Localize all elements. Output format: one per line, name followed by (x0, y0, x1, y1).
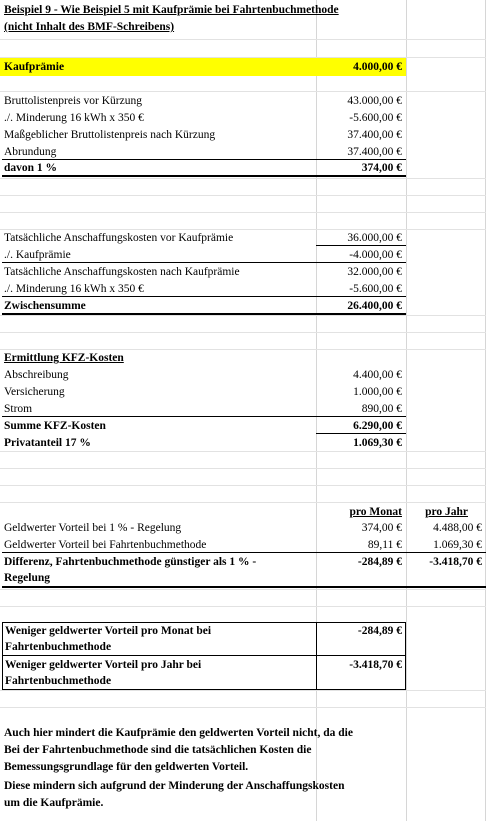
grid-line (0, 229, 486, 230)
page-title: Beispiel 9 - Wie Beispiel 5 mit Kaufprämie bei Fahrtenbuchmethode (4, 4, 339, 16)
diff-year: -3.418,70 € (429, 556, 482, 568)
block1-total-value: 374,00 € (361, 162, 402, 174)
diff-label-line2: Regelung (4, 572, 50, 584)
double-rule (2, 313, 406, 315)
column-divider (406, 0, 407, 821)
grid-line (0, 332, 486, 333)
comparison-row-year: 1.069,30 € (433, 539, 482, 551)
block2-value: -4.000,00 € (349, 249, 402, 261)
kaufpraemie-label: Kaufprämie (4, 61, 65, 73)
grid-line (0, 606, 486, 607)
block2-value: -5.600,00 € (349, 283, 402, 295)
kfz-item-value: 890,00 € (361, 403, 402, 415)
kfz-heading: Ermittlung KFZ-Kosten (4, 352, 124, 364)
kfz-item-label: Versicherung (4, 386, 65, 398)
comparison-row-month: 374,00 € (361, 522, 402, 534)
page-subtitle: (nicht Inhalt des BMF-Schreibens) (4, 21, 175, 33)
block2-total-label: Zwischensumme (4, 300, 86, 312)
grid-line (0, 690, 486, 691)
grid-line (0, 707, 486, 708)
grid-line (0, 589, 486, 590)
grid-line (0, 212, 486, 213)
rule (2, 296, 406, 297)
grid-line (0, 485, 486, 486)
kfz-sum-value: 6.290,00 € (353, 420, 402, 432)
summary-label-line1: Weniger geldwerter Vorteil pro Monat bei (5, 625, 212, 637)
block2-total-value: 26.400,00 € (347, 300, 402, 312)
summary-label-line1: Weniger geldwerter Vorteil pro Jahr bei (5, 659, 202, 671)
block1-label: Maßgeblicher Bruttolistenpreis nach Kürzung (4, 129, 216, 141)
grid-line (0, 451, 486, 452)
block1-label: ./. Minderung 16 kWh x 350 € (4, 112, 144, 124)
grid-line (0, 178, 486, 179)
block2-value: 32.000,00 € (347, 266, 402, 278)
block1-value: -5.600,00 € (349, 112, 402, 124)
col-header-month: pro Monat (349, 506, 402, 518)
note-line: Diese mindern sich aufgrund der Minderung der Anschaffungskosten (4, 780, 345, 792)
block1-value: 37.400,00 € (347, 146, 402, 158)
note-line: Bei der Fahrtenbuchmethode sind die tatsächlichen Kosten die (4, 744, 312, 756)
rule (2, 655, 406, 656)
block1-label: Bruttolistenpreis vor Kürzung (4, 95, 142, 107)
comparison-row-label: Geldwerter Vorteil bei 1 % - Regelung (4, 522, 182, 534)
block2-label: Tatsächliche Anschaffungskosten nach Kaufprämie (4, 266, 240, 278)
block2-label: Tatsächliche Anschaffungskosten vor Kaufprämie (4, 232, 234, 244)
block2-value: 36.000,00 € (347, 232, 402, 244)
kfz-item-label: Strom (4, 403, 33, 415)
grid-line (0, 502, 486, 503)
kaufpraemie-value: 4.000,00 € (353, 61, 402, 73)
block1-label: Abrundung (4, 146, 57, 158)
kfz-item-value: 1.000,00 € (353, 386, 402, 398)
block1-value: 43.000,00 € (347, 95, 402, 107)
summary-value: -3.418,70 € (349, 659, 402, 671)
summary-label-line2: Fahrtenbuchmethode (5, 675, 112, 687)
block2-label: ./. Kaufprämie (4, 249, 71, 261)
grid-line (0, 195, 486, 196)
kfz-item-label: Abschreibung (4, 369, 69, 381)
note-line: um die Kaufprämie. (4, 797, 104, 809)
rule (2, 262, 406, 263)
kfz-sum-label: Summe KFZ-Kosten (4, 420, 106, 432)
grid-line (0, 349, 486, 350)
block1-total-label: davon 1 % (4, 162, 58, 174)
kfz-private-label: Privatanteil 17 % (4, 437, 91, 449)
double-rule (2, 175, 406, 177)
comparison-row-year: 4.488,00 € (433, 522, 482, 534)
note-line: Auch hier mindert die Kaufprämie den geldwerten Vorteil nicht, da die (4, 727, 353, 739)
grid-line (0, 315, 486, 316)
diff-month: -284,89 € (357, 556, 402, 568)
diff-label-line1: Differenz, Fahrtenbuchmethode günstiger als 1 % - (4, 556, 257, 568)
rule (2, 552, 486, 553)
grid-line (0, 468, 486, 469)
grid-line (0, 39, 486, 40)
grid-line (0, 91, 486, 92)
rule (2, 416, 406, 417)
comparison-row-month: 89,11 € (367, 539, 402, 551)
double-rule (2, 586, 486, 588)
col-header-year: pro Jahr (425, 506, 468, 518)
kfz-item-value: 4.400,00 € (353, 369, 402, 381)
kfz-private-value: 1.069,30 € (353, 437, 402, 449)
comparison-row-label: Geldwerter Vorteil bei Fahrtenbuchmethode (4, 539, 207, 551)
rule (2, 159, 406, 160)
block2-label: ./. Minderung 16 kWh x 350 € (4, 283, 144, 295)
note-line: Bemessungsgrundlage für den geldwerten Vorteil. (4, 761, 249, 773)
block1-value: 37.400,00 € (347, 129, 402, 141)
rule (316, 245, 406, 246)
summary-label-line2: Fahrtenbuchmethode (5, 641, 112, 653)
summary-value: -284,89 € (357, 625, 402, 637)
rule (316, 433, 406, 434)
